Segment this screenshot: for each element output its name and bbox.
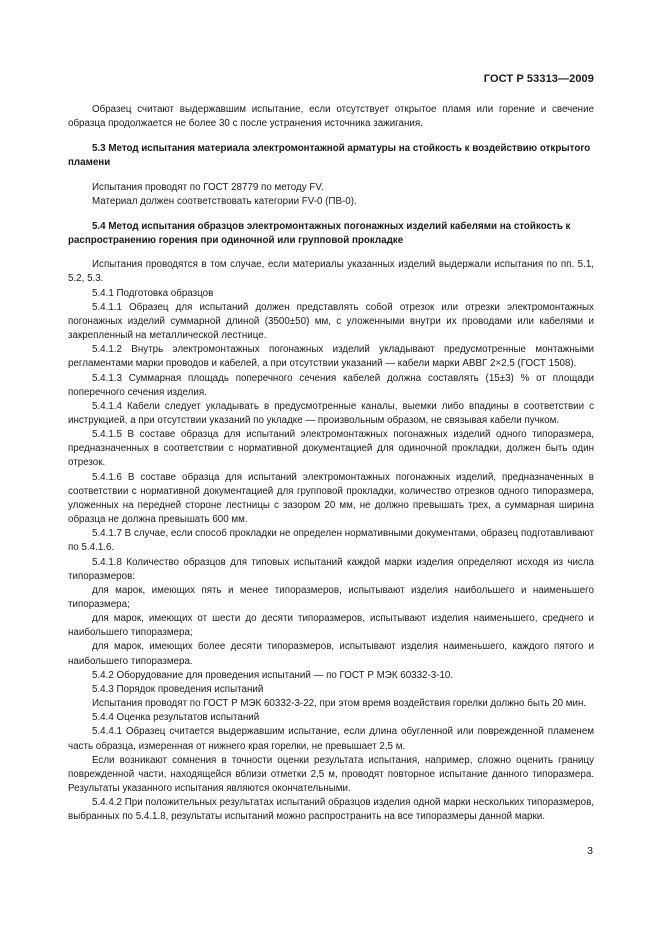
standard-header: ГОСТ Р 53313—2009 xyxy=(483,73,594,85)
document-body xyxy=(68,103,594,825)
paragraph: 5.4.1.8 Количество образцов для типовых испытаний каждой марки изделия определяют исходя из числа типоразмеров: xyxy=(68,556,594,582)
page-number: 3 xyxy=(587,845,593,857)
section-heading-5-4: 5.4 Метод испытания образцов электромонтажных погонажных изделий кабелями на стойкость к распространению горения при одиночной или групповой прокладке xyxy=(68,220,571,247)
paragraph: 5.4.1.7 В случае, если способ прокладки не определен нормативными документами, образец подготавливают по 5.4.1.6. xyxy=(68,528,594,554)
paragraph: 5.4.1 Подготовка образцов xyxy=(92,287,214,299)
paragraph: 5.4.2 Оборудование для проведения испытаний — по ГОСТ Р МЭК 60332-3-10. xyxy=(92,669,454,681)
list-item: для марок, имеющих пять и менее типоразмеров, испытывают изделия наибольшего и наименьшего типоразмера; xyxy=(68,584,594,610)
paragraph: 5.4.1.3 Суммарная площадь поперечного сечения кабелей должна составлять (15±3) % от площади поперечного сечения изделия. xyxy=(68,372,594,398)
paragraph: 5.4.4 Оценка результатов испытаний xyxy=(92,712,260,724)
paragraph: Испытания проводят по ГОСТ Р МЭК 60332-3-22, при этом время воздействия горелки должно быть 20 мин. xyxy=(92,698,587,710)
paragraph: Образец считают выдержавшим испытание, если отсутствует открытое пламя или горение и свечение образца продолжается не более 30 с после устранения источника зажигания. xyxy=(68,104,594,130)
paragraph: Материал должен соответствовать категории FV-0 (ПВ-0). xyxy=(92,195,357,207)
paragraph: 5.4.3 Порядок проведения испытаний xyxy=(92,683,264,695)
paragraph: 5.4.1.5 В составе образца для испытаний электромонтажных погонажных изделий одного типоразмера, предназначенных в соответствии с нормативной документацией для одиночной прокладки, должен быть один отрезок. xyxy=(68,429,594,469)
section-heading-5-3: 5.3 Метод испытания материала электромонтажной арматуры на стойкость к воздействию открытого пламени xyxy=(68,143,591,169)
paragraph: Испытания проводятся в том случае, если материалы указанных изделий выдержали испытания по пп. 5.1, 5.2, 5.3. xyxy=(68,259,594,285)
paragraph: Испытания проводят по ГОСТ 28779 по методу FV. xyxy=(92,181,324,193)
list-item: для марок, имеющих более десяти типоразмеров, испытывают изделия наименьшего, каждого пятого и наибольшего типоразмера. xyxy=(68,641,594,667)
paragraph: 5.4.1.2 Внутрь электромонтажных погонажных изделий укладывают предусмотренные монтажными регламентами марки проводов и кабелей, а при отсутствии указаний — кабели марки АВВГ 2×2,5 (ГОСТ 1508). xyxy=(68,344,594,370)
paragraph: 5.4.1.4 Кабели следует укладывать в предусмотренные каналы, выемки либо впадины в соответствии с инструкцией, а при отсутствии указаний по укладке — произвольным образом, не связывая кабели пучком. xyxy=(68,400,594,426)
paragraph: 5.4.4.1 Образец считается выдержавшим испытание, если длина обугленной или поврежденной пламенем часть образца, измеренная от нижнего края горелки, не превышает 2,5 м. xyxy=(68,726,594,752)
list-item: для марок, имеющих от шести до десяти типоразмеров, испытывают изделия наименьшего, среднего и наибольшего типоразмера; xyxy=(68,613,594,639)
paragraph: 5.4.4.2 При положительных результатах испытаний образцов изделия одной марки нескольких типоразмеров, выбранных по 5.4.1.8, результаты испытаний можно распространить на все типоразмеры данной марки. xyxy=(68,797,594,823)
paragraph: 5.4.1.1 Образец для испытаний должен представлять собой отрезок или отрезки электромонтажных погонажных изделий суммарной длиной (3500±50) мм, с уложенными внутри их проводами или кабелями и закрепленный на металлической лестнице. xyxy=(68,301,594,342)
paragraph: 5.4.1.6 В составе образца для испытаний электромонтажных погонажных изделий, предназначенных в соответствии с нормативной документацией для групповой прокладки, количество отрезков одного типоразмера, уложенных на передней стороне лестницы с зазором 20 мм, не должно превышать трех, а суммарная ширина образца не должна превышать 600 мм. xyxy=(68,471,594,526)
paragraph: Если возникают сомнения в точности оценки результата испытания, например, сложно оценить границу поврежденной части, находящейся вблизи отметки 2,5 м, проводят повторное испытание данного типоразмера. Результаты указанного испытания являются окончательными. xyxy=(68,754,594,795)
